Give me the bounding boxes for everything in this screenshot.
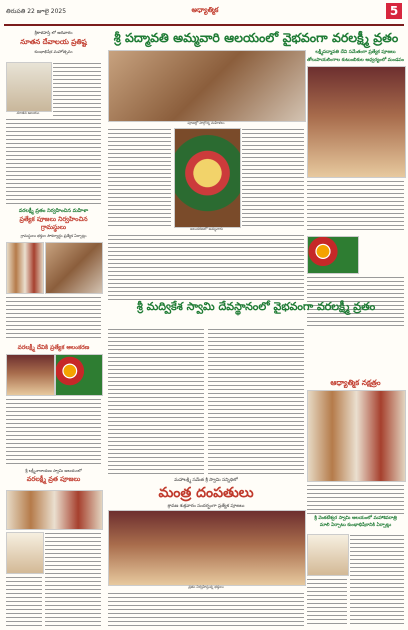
right-kicker-block: [307, 50, 404, 64]
date-tag: తిరుపతి 22 జూలై 2025: [6, 8, 67, 15]
header-rule: [4, 24, 404, 26]
main-photo-crowd: [108, 50, 306, 122]
left-column: [6, 30, 101, 55]
mid-body-2: [208, 328, 304, 476]
page-number: 5: [386, 3, 402, 19]
story1-body-b: [6, 118, 101, 206]
story2-photo-2: [45, 242, 103, 294]
bottom-right-body: [350, 534, 404, 626]
bottom-mid-sub: శ్రావణ శుక్రవారం సందర్భంగా ప్రత్యేక పూజలు: [167, 504, 245, 509]
bottom-mid-kicker: మహాలక్ష్మి సమేత శ్రీ స్వామి సన్నిధిలో: [174, 478, 238, 483]
bottom-mid-header: [108, 478, 304, 510]
story2-title-b: ప్రత్యేక పూజలు నిర్వహించిన గ్రామస్థులు: [19, 216, 88, 231]
main-banner: శ్రీ పద్మావతి అమ్మవారి ఆలయంలో వైభవంగా వరలక్ష్మీ వ్రతం: [113, 30, 399, 45]
story3-photo-2: [55, 354, 103, 396]
story1-body-a: [53, 62, 101, 116]
story2-body: [6, 296, 101, 340]
right-box-body: [307, 484, 404, 514]
story1-kicker: శ్రీకాళహస్తి లో ఆదివారం: [34, 30, 73, 35]
story4-body: [45, 532, 101, 626]
deity-caption: అలంకరణలో అమ్మవారు: [190, 227, 223, 231]
right-photo-2: [307, 236, 359, 274]
bottom-right-title: మాలి ఏర్పాటు కుంభాభిషేకానికి ఏర్పాట్లు: [319, 523, 392, 528]
bottom-right-body-b: [307, 578, 347, 626]
story2-header: [6, 208, 101, 239]
bottom-right-kicker: శ్రీ వెంకటేశ్వర స్వామి ఆలయంలో మహాశివరాత్రి: [314, 516, 397, 521]
story4-photo: [6, 490, 103, 530]
bottom-right-photo: [307, 534, 349, 576]
story2-photo-1: [6, 242, 44, 294]
right-photo: [307, 66, 406, 178]
bottom-mid-caption: వ్రతం నిర్వహిస్తున్న భక్తులు: [188, 585, 224, 589]
story3-photo-1: [6, 354, 55, 396]
mid-body-1: [108, 328, 204, 476]
section-title: అధ్యాత్మిక: [191, 6, 219, 14]
right-subkicker: తోలుపాయలింగాల కుటుంబికుల ఆధ్వర్యంలో మండపం: [307, 58, 404, 63]
bottom-right-header: [307, 516, 404, 529]
story1-headline: నూతన దేవాలయ ప్రతిష్ట: [20, 38, 87, 46]
bottom-mid-body: [108, 592, 304, 626]
main-body-2: [242, 128, 304, 228]
main-body-1: [108, 128, 171, 228]
story4-title: వరలక్ష్మీ వ్రత పూజలు: [26, 475, 81, 483]
right-body-1: [307, 180, 404, 232]
story2-title-a: వరలక్ష్మీ వ్రతం నిర్వహించిన మహిళా: [18, 208, 89, 214]
story4-photo-small: [6, 532, 44, 574]
bottom-mid-headline: మంత్ర దంపతులు: [158, 485, 254, 501]
temple-photo: [6, 62, 52, 112]
story2-kicker: గ్రామస్థులు భక్తుల సౌకర్యార్థం ప్రత్యేక ఏర్పాట్లు: [20, 233, 87, 238]
story4-body-b: [6, 576, 42, 626]
right-box-photo: [307, 390, 406, 482]
story4-kicker: శ్రీ లక్ష్మీనారాయణ స్వామి ఆలయంలో: [25, 468, 82, 473]
main-body-3: [108, 234, 304, 300]
right-kicker: లక్ష్మీపద్మావతి దేవి సమేతంగా ప్రత్యేక పూజలు: [315, 50, 396, 55]
mid-banner: శ్రీ మద్వికేశ స్వామి దేవస్థానంలో వైభవంగా వరలక్ష్మీ వ్రతం: [136, 300, 376, 313]
bottom-mid-photo: [108, 510, 306, 586]
story1-sub: కుంభాభిషేక మహోత్సవం: [34, 49, 73, 54]
main-photo-caption: పూజల్లో పాల్గొన్న మహిళలు: [187, 121, 225, 125]
deity-photo: [174, 128, 241, 228]
story3-title: వరలక్ష్మీ దేవికి ప్రత్యేక అలంకరణ: [17, 345, 90, 351]
temple-caption: నూతన ఆలయం: [16, 111, 40, 115]
story4-header: [6, 468, 101, 485]
right-box-title: ఆధ్యాత్మిక నక్షత్రం: [330, 378, 381, 387]
story3-body: [6, 398, 101, 464]
